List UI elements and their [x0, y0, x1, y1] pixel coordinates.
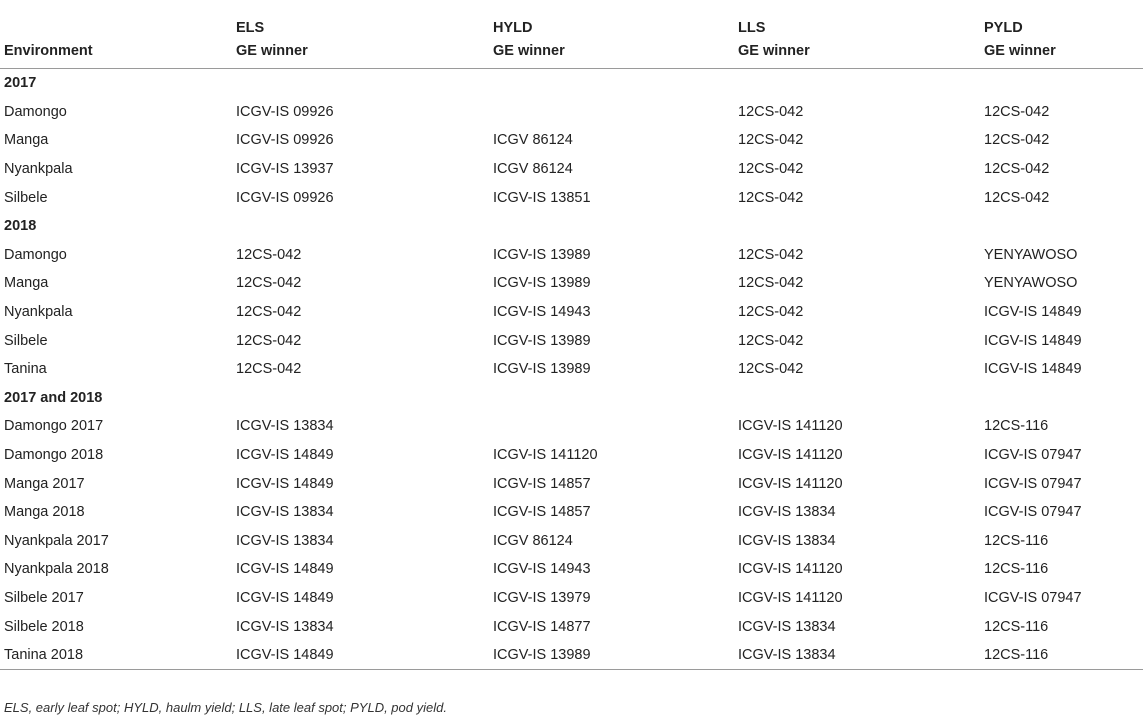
ge-winner-cell: ICGV-IS 14849	[236, 561, 334, 578]
table-row	[0, 612, 1143, 641]
table-row	[0, 412, 1143, 441]
environment-cell: Tanina	[4, 361, 47, 378]
ge-winner-cell: ICGV-IS 13979	[493, 589, 591, 606]
ge-winner-cell: 12CS-042	[236, 361, 302, 378]
ge-winner-cell: ICGV-IS 13989	[489, 641, 734, 670]
ge-winner-cell: ICGV-IS 141120	[738, 475, 843, 492]
table-row	[0, 98, 1143, 127]
ge-winner-cell: ICGV 86124	[493, 532, 573, 549]
header-row-traits	[0, 0, 1143, 36]
environment-cell: Damongo	[4, 103, 67, 120]
environment-cell: Nyankpala	[4, 161, 73, 178]
ge-winner-cell: ICGV-IS 07947	[984, 475, 1082, 492]
ge-winner-cell: ICGV-IS 13989	[493, 246, 591, 263]
ge-winner-cell: ICGV 86124	[493, 132, 573, 149]
ge-winner-cell: ICGV-IS 13834	[236, 418, 334, 435]
ge-winner-cell: 12CS-116	[984, 532, 1049, 549]
ge-winner-cell: ICGV-IS 14849	[984, 332, 1082, 349]
ge-winner-cell: ICGV-IS 13834	[236, 618, 334, 635]
environment-cell: Nyankpala 2018	[4, 561, 109, 578]
environment-cell: Damongo	[4, 246, 67, 263]
ge-winner-cell: ICGV-IS 14849	[236, 475, 334, 492]
ge-winner-cell: ICGV-IS 141120	[493, 447, 598, 464]
ge-winner-cell: ICGV-IS 14849	[236, 447, 334, 464]
ge-winner-cell: 12CS-042	[236, 304, 302, 321]
ge-winner-cell: ICGV-IS 07947	[984, 589, 1082, 606]
table-row	[0, 298, 1143, 327]
ge-winner-cell: ICGV-IS 141120	[738, 589, 843, 606]
ge-winner-cell: ICGV-IS 09926	[236, 189, 334, 206]
ge-winner-cell: ICGV-IS 141120	[738, 561, 843, 578]
ge-winner-cell: 12CS-042	[738, 132, 804, 149]
section-row	[0, 212, 1143, 241]
ge-winner-cell: 12CS-042	[738, 332, 804, 349]
ge-winner-cell: 12CS-042	[738, 361, 804, 378]
ge-winner-cell: ICGV-IS 13834	[734, 641, 980, 670]
ge-winner-cell: 12CS-042	[738, 161, 804, 178]
ge-winner-cell: ICGV-IS 14877	[493, 618, 591, 635]
header-cell-pyld: PYLD	[984, 20, 1023, 36]
header-cell-els: ELS	[236, 20, 265, 36]
ge-winner-cell: ICGV-IS 14943	[493, 304, 591, 321]
ge-winner-cell: 12CS-042	[236, 332, 302, 349]
table-row	[0, 441, 1143, 470]
header-cell-hyld: HYLD	[493, 20, 533, 36]
table-row	[0, 498, 1143, 527]
environment-cell: Damongo 2017	[4, 418, 104, 435]
header-cell-ge-winner: GE winner	[734, 36, 980, 69]
table-row	[0, 326, 1143, 355]
ge-winner-cell: ICGV-IS 14849	[236, 589, 334, 606]
ge-winner-cell: ICGV-IS 14943	[493, 561, 591, 578]
ge-winner-cell: ICGV-IS 14849	[984, 361, 1082, 378]
ge-winner-cell: 12CS-042	[738, 103, 804, 120]
ge-winner-cell: 12CS-042	[984, 161, 1050, 178]
header-cell-ge-winner: GE winner	[232, 36, 489, 69]
ge-winner-cell: ICGV-IS 13937	[236, 161, 334, 178]
ge-winner-cell: 12CS-116	[984, 418, 1049, 435]
ge-winner-cell: ICGV-IS 14857	[493, 475, 591, 492]
header-cell-ge-winner: GE winner	[489, 36, 734, 69]
environment-cell: Nyankpala 2017	[4, 532, 109, 549]
ge-winner-cell: 12CS-116	[980, 641, 1143, 670]
ge-winner-cell: ICGV-IS 14849	[232, 641, 489, 670]
ge-winner-cell: 12CS-042	[984, 103, 1050, 120]
table-header	[0, 0, 1143, 69]
ge-winner-cell: 12CS-042	[738, 246, 804, 263]
ge-winner-cell: 12CS-042	[984, 132, 1050, 149]
ge-winner-cell: ICGV-IS 07947	[984, 504, 1082, 521]
environment-cell: Silbele	[4, 189, 48, 206]
environment-cell: Manga 2018	[4, 504, 85, 521]
table-row	[0, 269, 1143, 298]
table-row	[0, 584, 1143, 613]
environment-cell: Tanina 2018	[0, 641, 232, 670]
environment-cell: Nyankpala	[4, 304, 73, 321]
ge-winner-cell: ICGV-IS 09926	[236, 103, 334, 120]
section-label: 2017 and 2018	[4, 389, 103, 406]
table-row	[0, 155, 1143, 184]
table-body	[0, 69, 1143, 670]
table-row	[0, 555, 1143, 584]
ge-winner-cell: ICGV-IS 07947	[984, 447, 1082, 464]
table-footnote: ELS, early leaf spot; HYLD, haulm yield; LLS, late leaf spot; PYLD, pod yield.	[4, 700, 447, 715]
table-row	[0, 469, 1143, 498]
ge-winner-cell: ICGV-IS 13989	[493, 332, 591, 349]
environment-cell: Silbele 2017	[4, 589, 84, 606]
ge-winner-cell: 12CS-116	[984, 561, 1049, 578]
ge-winner-cell: ICGV-IS 13834	[738, 532, 836, 549]
ge-winner-cell: ICGV-IS 13834	[236, 532, 334, 549]
header-cell-ge-winner: GE winner	[980, 36, 1143, 69]
header-row-labels	[0, 36, 1143, 69]
table-row	[0, 241, 1143, 270]
section-row	[0, 384, 1143, 413]
table-row	[0, 126, 1143, 155]
table-row	[0, 527, 1143, 556]
ge-winner-cell: 12CS-116	[984, 618, 1049, 635]
section-row	[0, 69, 1143, 98]
table-row	[0, 641, 1143, 670]
ge-winner-cell: ICGV-IS 13834	[738, 618, 836, 635]
ge-winner-cell: ICGV-IS 09926	[236, 132, 334, 149]
ge-winner-cell: ICGV-IS 13989	[493, 361, 591, 378]
ge-winner-cell: ICGV-IS 141120	[738, 447, 843, 464]
ge-winner-cell: 12CS-042	[236, 275, 302, 292]
environment-cell: Silbele 2018	[4, 618, 84, 635]
ge-winner-cell: 12CS-042	[236, 246, 302, 263]
section-label: 2018	[4, 218, 37, 235]
ge-winner-cell: ICGV-IS 141120	[738, 418, 843, 435]
ge-winner-cell: ICGV-IS 14857	[493, 504, 591, 521]
header-cell-lls: LLS	[738, 20, 766, 36]
header-cell-environment: Environment	[0, 36, 232, 69]
ge-winner-cell: ICGV-IS 13851	[493, 189, 591, 206]
environment-cell: Manga	[4, 132, 49, 149]
environment-cell: Silbele	[4, 332, 48, 349]
ge-winner-cell: YENYAWOSO	[984, 246, 1078, 263]
ge-winner-cell: ICGV-IS 13834	[738, 504, 836, 521]
ge-winner-cell: ICGV-IS 13989	[493, 275, 591, 292]
environment-cell: Manga	[4, 275, 49, 292]
ge-winner-cell: 12CS-042	[984, 189, 1050, 206]
ge-winner-cell: ICGV 86124	[493, 161, 573, 178]
ge-winner-cell: YENYAWOSO	[984, 275, 1078, 292]
ge-winner-cell: ICGV-IS 13834	[236, 504, 334, 521]
header-cell	[0, 0, 232, 36]
ge-winner-cell: 12CS-042	[738, 189, 804, 206]
environment-cell: Damongo 2018	[4, 447, 104, 464]
ge-winner-cell: ICGV-IS 14849	[984, 304, 1082, 321]
table-row	[0, 183, 1143, 212]
table-row	[0, 355, 1143, 384]
environment-cell: Manga 2017	[4, 475, 85, 492]
ge-winner-cell: 12CS-042	[738, 275, 804, 292]
ge-winner-cell	[489, 98, 734, 127]
section-label: 2017	[4, 75, 37, 92]
ge-winner-cell: 12CS-042	[738, 304, 804, 321]
ge-winner-cell	[489, 412, 734, 441]
